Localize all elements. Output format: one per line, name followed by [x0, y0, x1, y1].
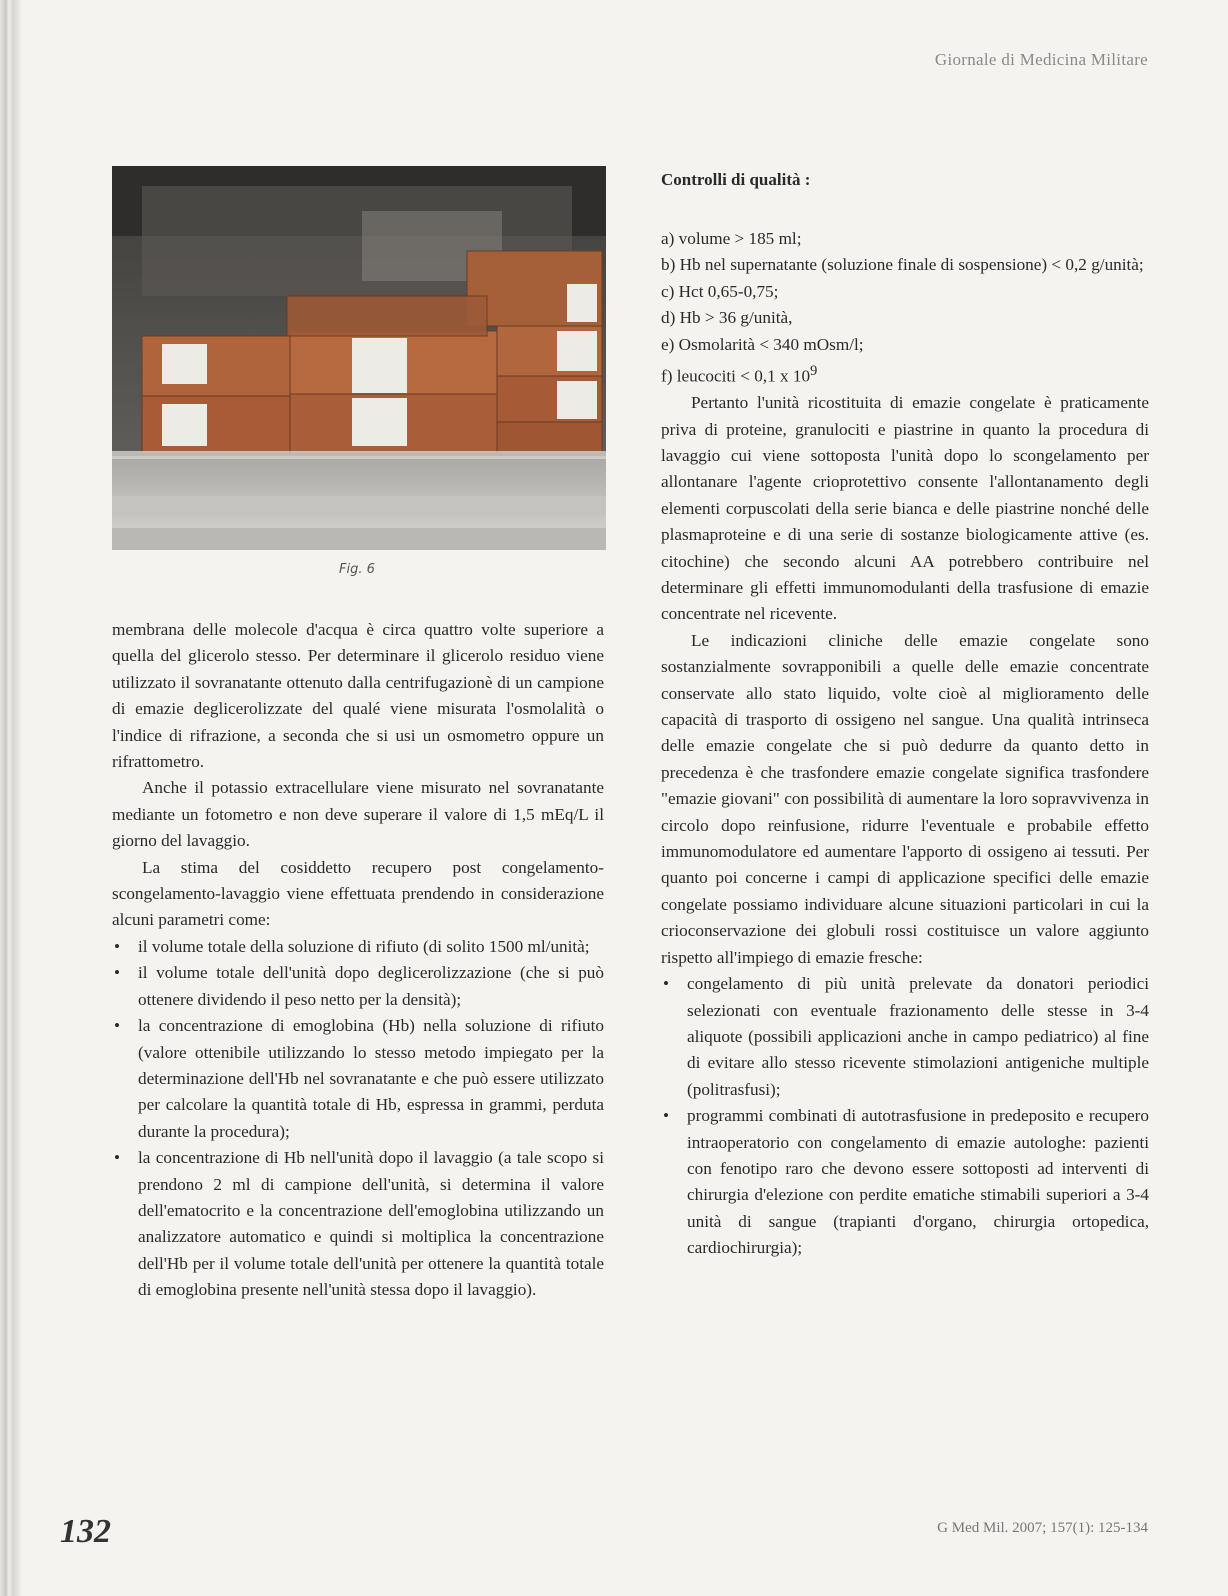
page-number: 132	[60, 1513, 111, 1550]
quality-controls-heading: Controlli di qualità :	[661, 170, 811, 189]
quality-controls-list	[661, 226, 1149, 390]
left-column	[112, 617, 604, 1304]
list-item-leucocytes	[661, 358, 1149, 390]
journal-citation: G Med Mil. 2007; 157(1): 125-134	[937, 1520, 1148, 1536]
leucocytes-text: f) leucociti < 0,1 x 10	[661, 366, 811, 386]
left-paragraph-2: Anche il potassio extracellulare viene misurato nel sovranatante mediante un fotometro e non deve superare il valore di 1,5 mEq/L il giorno del lavaggio.	[112, 778, 604, 851]
figure-caption: Fig. 6	[339, 562, 375, 577]
list-item: • programmi combinati di autotrasfusione in predeposito e recupero intraoperatorio con congelamento di emazie autologhe: pazienti con fenotipo raro che devono essere sottoposti ad interventi di chirurgia d'elezione con perdite ematiche stimabili superiori a 3-4 unità di sangue (trapianti d'organo, chirurgia ortopedica, cardiochirurgia);	[661, 1103, 1149, 1261]
list-item: c) Hct 0,65-0,75;	[661, 281, 779, 301]
applications-list	[661, 971, 1149, 1261]
right-paragraph-1: Pertanto l'unità ricostituita di emazie congelate è praticamente priva di proteine, granulociti e piastrine in quanto la procedura di lavaggio cui viene sottoposta l'unità dopo lo scongelamento per allontanare l'agente crioprotettivo consente l'allontanamento degli elementi corpuscolati della serie bianca e delle piastrine nonché delle plasmaproteine e di una serie di sostanze biologicamente attive (es. citochine) che secondo alcuni AA potrebbero contribuire nel determinare gli effetti immunomodulanti della trasfusione di emazie concentrate nel ricevente.	[661, 393, 1149, 624]
list-item: • il volume totale dell'unità dopo deglicerolizzazione (che si può ottenere dividendo il peso netto per la densità);	[112, 960, 604, 1013]
list-item: e) Osmolarità < 340 mOsm/l;	[661, 334, 864, 354]
right-paragraph-2: Le indicazioni cliniche delle emazie congelate sono sostanzialmente sovrapponibili a quelle delle emazie concentrate conservate allo stato liquido, volte cioè al miglioramento delle capacità di trasporto di ossigeno nel sangue. Una qualità intrinseca delle emazie congelate che si può dedurre da quanto detto in precedenza è che trasfondere emazie congelate significa trasfondere "emazie giovani" con possibilità di aumentare la loro sopravvivenza in circolo dopo reinfusione, ridurre l'eventuale e probabile effetto immunomodulatore ed aumentare l'apporto di ossigeno ai tessuti. Per quanto poi concerne i campi di applicazione specifici delle emazie congelate possiamo individuare alcune situazioni particolari in cui la crioconservazione dei globuli rossi costituisce un valore aggiunto rispetto all'impiego di emazie fresche:	[661, 630, 1149, 967]
list-item: • congelamento di più unità prelevate da donatori periodici selezionati con eventuale frazionamento delle stesse in 3-4 aliquote (possibili applicazioni anche in campo pediatrico) al fine di evitare allo stesso ricevente stimolazioni antigeniche multiple (politrasfusi);	[661, 971, 1149, 1103]
recovery-parameters-list	[112, 934, 604, 1304]
left-paragraph-3: La stima del cosiddetto recupero post congelamento-scongelamento-lavaggio viene effettuata prendendo in considerazione alcuni parametri come:	[112, 857, 604, 930]
leucocytes-exponent: 9	[810, 363, 818, 380]
figure-photo	[112, 166, 606, 550]
page-binding-edge	[0, 0, 22, 1596]
right-column	[661, 226, 1149, 1262]
left-paragraph-1: membrana delle molecole d'acqua è circa quattro volte superiore a quella del glicerolo stesso. Per determinare il glicerolo residuo viene utilizzato il sovranatante ottenuto dalla centrifugazionè di un campione di emazie deglicerolizzate del qualé viene misurata l'osmolalità o l'indice di rifrazione, a seconda che si usi un osmometro oppure un rifrattometro.	[112, 620, 604, 772]
list-item: d) Hb > 36 g/unità,	[661, 308, 793, 328]
list-item: • il volume totale della soluzione di rifiuto (di solito 1500 ml/unità;	[112, 934, 604, 960]
list-item: • la concentrazione di emoglobina (Hb) nella soluzione di rifiuto (valore ottenibile utilizzando lo stesso metodo impiegato per la determinazione dell'Hb nel sovranatante e che può essere utilizzato per calcolare la quantità totale di Hb, espressa in grammi, perduta durante la procedura);	[112, 1013, 604, 1145]
list-item: • la concentrazione di Hb nell'unità dopo il lavaggio (a tale scopo si prendono 2 ml di campione dell'unità, si determina il valore dell'ematocrito e la concentrazione dell'emoglobina utilizzando un analizzatore automatico e quindi si moltiplica la concentrazione dell'Hb per il volume totale dell'unità per ottenere la quantità totale di emoglobina presente nell'unità stessa dopo il lavaggio).	[112, 1145, 604, 1303]
frozen-blood-boxes-photo	[112, 166, 606, 550]
list-item: b) Hb nel supernatante (soluzione finale di sospensione) < 0,2 g/unità;	[661, 255, 1144, 275]
list-item: a) volume > 185 ml;	[661, 229, 802, 248]
running-head: Giornale di Medicina Militare	[934, 50, 1148, 69]
